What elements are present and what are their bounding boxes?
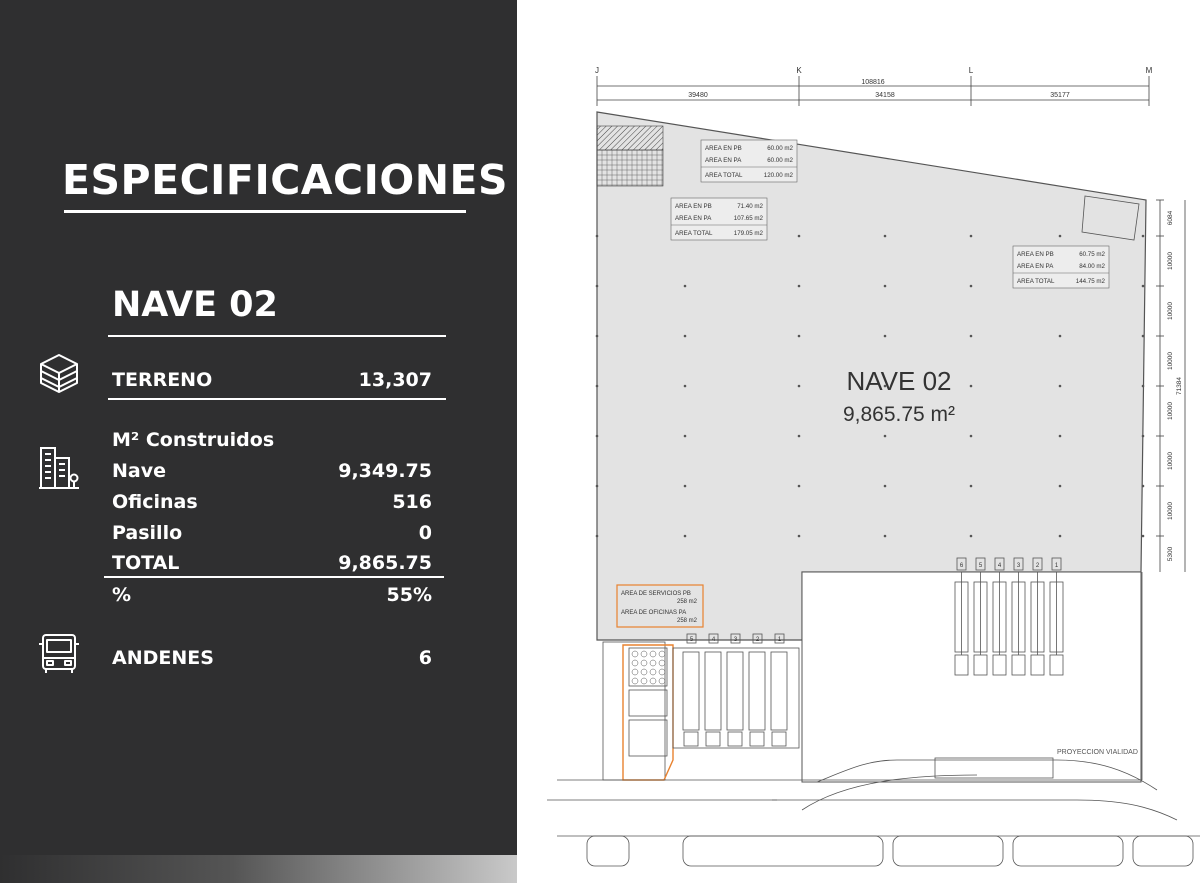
left-dock-cab [728, 732, 742, 746]
right-dock-number: 1 [1054, 563, 1059, 569]
terreno-value: 13,307 [358, 369, 432, 391]
area-table-label: AREA TOTAL [675, 230, 713, 237]
right-dim-label: 10000 [1167, 301, 1174, 321]
area-table-label: AREA EN PB [675, 203, 712, 210]
column-dot [1059, 385, 1062, 388]
column-dot [798, 435, 801, 438]
column-dot [970, 235, 973, 238]
svg-text:258 m2: 258 m2 [677, 618, 698, 624]
area-table [1013, 246, 1109, 288]
chair-mark [659, 678, 665, 684]
dim-seg-1: 39480 [688, 92, 708, 99]
construidos-row-percent: % 55% [112, 584, 432, 606]
left-dock-cab [706, 732, 720, 746]
right-dim-label: 10000 [1167, 501, 1174, 521]
right-dock-number: 3 [1016, 563, 1021, 569]
column-dot [970, 435, 973, 438]
column-dot [684, 335, 687, 338]
area-table-value: 179.05 m2 [733, 230, 763, 237]
construidos-row-pasillo: Pasillo 0 [112, 522, 432, 544]
column-dot [684, 385, 687, 388]
left-dock-truck [727, 652, 743, 730]
column-dot [596, 235, 599, 238]
chair-mark [632, 651, 638, 657]
city-buildings-icon [38, 444, 80, 494]
column-dot [596, 285, 599, 288]
column-dot [1059, 435, 1062, 438]
left-dock-number: 5 [689, 637, 694, 643]
column-dot [970, 535, 973, 538]
svg-text:AREA DE SERVICIOS PB: AREA DE SERVICIOS PB [621, 591, 691, 597]
chair-mark [650, 669, 656, 675]
construidos-row-nave: Nave 9,349.75 [112, 460, 432, 482]
column-dot [798, 285, 801, 288]
construidos-row-oficinas: Oficinas 516 [112, 491, 432, 513]
column-dot [1059, 335, 1062, 338]
right-dim-label: 10000 [1167, 451, 1174, 471]
dim-total: 108816 [861, 79, 885, 86]
chair-mark [641, 678, 647, 684]
column-dot [884, 535, 887, 538]
grid-letter-k: K [796, 66, 802, 75]
area-table [671, 198, 767, 240]
specs-panel [0, 0, 517, 883]
column-dot [684, 435, 687, 438]
column-dot [1142, 385, 1145, 388]
column-dot [884, 335, 887, 338]
panel-bottom-sheen [0, 855, 517, 883]
chair-mark [641, 669, 647, 675]
total-divider [104, 576, 444, 578]
area-table-value: 71.40 m2 [737, 203, 763, 210]
terreno-label: TERRENO [112, 369, 213, 391]
area-table-value: 107.65 m2 [733, 215, 763, 222]
right-dim-label: 10000 [1167, 401, 1174, 421]
dim-seg-2: 34158 [875, 92, 895, 99]
dim-seg-3: 35177 [1050, 92, 1070, 99]
right-dock-number: 6 [959, 563, 964, 569]
chair-mark [632, 669, 638, 675]
area-table-value: 60.75 m2 [1079, 251, 1105, 258]
column-dot [798, 235, 801, 238]
column-dot [1059, 485, 1062, 488]
column-dot [798, 335, 801, 338]
left-dock-truck [705, 652, 721, 730]
column-dot [1142, 235, 1145, 238]
left-dock-number: 3 [733, 637, 738, 643]
area-table-value: 120.00 m2 [763, 172, 793, 179]
column-dot [884, 485, 887, 488]
projection-label: PROYECCION VIALIDAD [1057, 749, 1138, 756]
left-dock-area [673, 648, 799, 748]
column-dot [884, 285, 887, 288]
area-table-value: 60.00 m2 [767, 145, 793, 152]
grid-letter-j: J [595, 66, 599, 75]
chair-mark [650, 678, 656, 684]
chair-mark [659, 651, 665, 657]
area-table-label: AREA EN PA [705, 157, 742, 164]
column-dot [596, 435, 599, 438]
left-dock-truck [771, 652, 787, 730]
right-dock-number: 5 [978, 563, 983, 569]
chair-mark [632, 660, 638, 666]
right-dim-label: 6084 [1167, 210, 1174, 226]
area-table-label: AREA TOTAL [1017, 278, 1055, 285]
left-dock-cab [772, 732, 786, 746]
column-dot [1142, 285, 1145, 288]
column-dot [596, 335, 599, 338]
area-table [701, 140, 797, 182]
andenes-value: 6 [418, 647, 432, 669]
column-dot [884, 235, 887, 238]
left-dock-number: 4 [711, 637, 716, 643]
svg-text:258 m2: 258 m2 [677, 599, 698, 605]
chair-mark [650, 651, 656, 657]
column-dot [1059, 535, 1062, 538]
column-dot [970, 485, 973, 488]
page-title: ESPECIFICACIONES [62, 156, 509, 204]
right-dock-number: 2 [1035, 563, 1040, 569]
column-dot [1059, 235, 1062, 238]
area-table-label: AREA EN PB [705, 145, 742, 152]
column-dot [970, 285, 973, 288]
truck-icon [38, 632, 80, 678]
building-layers-icon [38, 352, 80, 398]
plan-area: 9,865.75 m² [842, 403, 956, 426]
left-dock-truck [683, 652, 699, 730]
left-dock-number: 2 [755, 637, 760, 643]
column-dot [798, 535, 801, 538]
column-dot [1142, 535, 1145, 538]
column-dot [684, 285, 687, 288]
area-table-label: AREA TOTAL [705, 172, 743, 179]
column-dot [596, 485, 599, 488]
left-dock-truck [749, 652, 765, 730]
right-dim-label: 5300 [1167, 546, 1174, 562]
area-table-value: 144.75 m2 [1075, 278, 1105, 285]
column-dot [1142, 435, 1145, 438]
column-dot [684, 535, 687, 538]
andenes-row [112, 644, 432, 672]
column-dot [884, 435, 887, 438]
nave-divider [108, 335, 446, 337]
site-plan [517, 0, 1200, 883]
column-dot [684, 485, 687, 488]
chair-mark [659, 669, 665, 675]
chair-mark [650, 660, 656, 666]
chair-mark [632, 678, 638, 684]
left-dock-number: 1 [777, 637, 782, 643]
column-dot [798, 485, 801, 488]
area-table-value: 60.00 m2 [767, 157, 793, 164]
column-dot [1142, 335, 1145, 338]
column-dot [970, 335, 973, 338]
construidos-row-total: TOTAL 9,865.75 [112, 552, 432, 574]
grid-letter-m: M [1145, 66, 1153, 75]
right-dim-label: 10000 [1167, 251, 1174, 271]
left-dock-cab [750, 732, 764, 746]
svg-text:AREA DE OFICINAS PA: AREA DE OFICINAS PA [621, 610, 687, 616]
right-total-dim: 71384 [1176, 376, 1183, 396]
column-dot [596, 535, 599, 538]
chair-mark [641, 651, 647, 657]
grid-letter-l: L [968, 66, 974, 75]
column-dot [1142, 485, 1145, 488]
site-plan-drawing [517, 0, 1200, 883]
andenes-label: ANDENES [112, 647, 214, 669]
right-dim-label: 10000 [1167, 351, 1174, 371]
column-dot [596, 385, 599, 388]
area-table-label: AREA EN PA [675, 215, 712, 222]
area-table-label: AREA EN PB [1017, 251, 1054, 258]
nave-name: NAVE 02 [112, 285, 278, 325]
terreno-divider [108, 398, 446, 400]
area-table-value: 84.00 m2 [1079, 263, 1105, 270]
terreno-row [112, 366, 432, 394]
left-dock-cab [684, 732, 698, 746]
chair-mark [659, 660, 665, 666]
plan-title: NAVE 02 [846, 366, 952, 396]
area-table-label: AREA EN PA [1017, 263, 1054, 270]
construidos-heading: M² Construidos [112, 429, 275, 451]
title-underline [64, 210, 466, 213]
right-dock-number: 4 [997, 563, 1002, 569]
chair-mark [641, 660, 647, 666]
